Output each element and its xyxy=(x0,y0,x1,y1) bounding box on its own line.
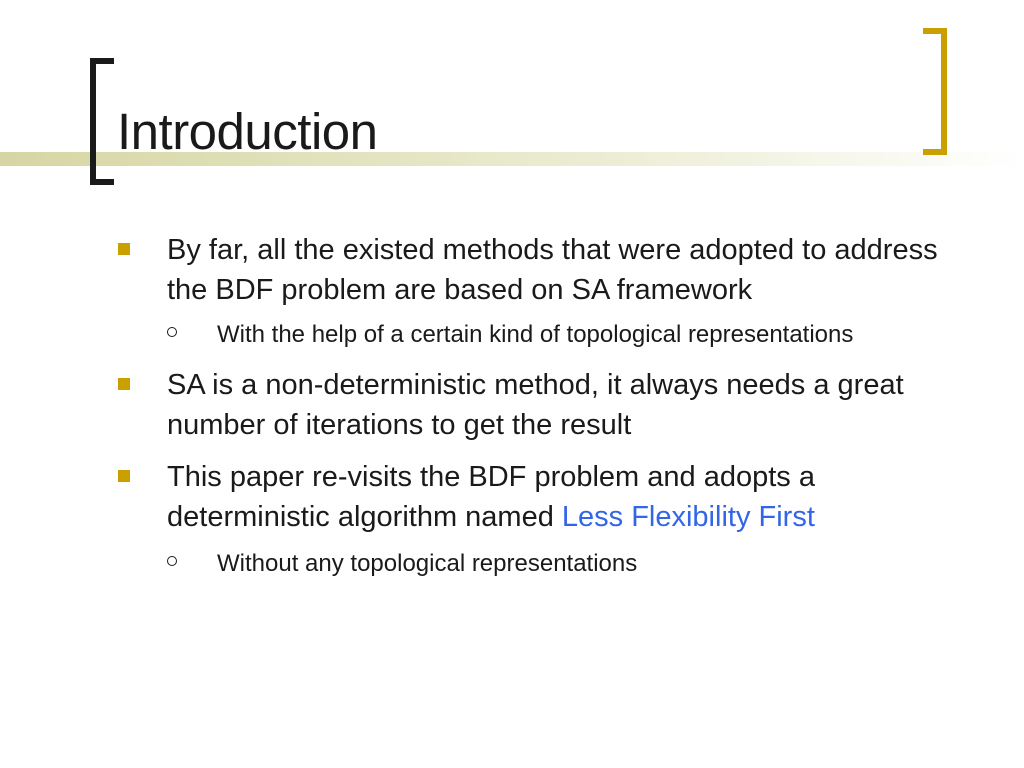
right-bracket-decoration xyxy=(923,28,947,155)
bullet-item xyxy=(0,457,1024,537)
bullet-item xyxy=(0,230,1024,310)
bullet-text xyxy=(167,457,967,537)
highlighted-term: Less Flexibility First xyxy=(561,501,815,533)
square-bullet-icon xyxy=(118,470,130,482)
slide-content xyxy=(0,230,1024,580)
bullet-text: By far, all the existed methods that were adopted to address the BDF problem are based on SA framework xyxy=(167,234,938,306)
sub-bullet-item xyxy=(0,318,1024,351)
slide-title: Introduction xyxy=(117,103,378,160)
hollow-circle-bullet-icon xyxy=(167,556,177,566)
sub-bullet-text: Without any topological representations xyxy=(217,550,638,577)
sub-bullet-text: With the help of a certain kind of topological representations xyxy=(217,321,854,348)
square-bullet-icon xyxy=(118,378,130,390)
bullet-text: SA is a non-deterministic method, it always needs a great number of iterations to get the result xyxy=(167,369,904,441)
left-bracket-decoration xyxy=(90,58,114,185)
sub-bullet-item xyxy=(0,547,1024,580)
bullet-text-plain: This paper re-visits the BDF problem and adopts a deterministic algorithm named xyxy=(167,461,815,533)
square-bullet-icon xyxy=(118,243,130,255)
bullet-item xyxy=(0,365,1024,445)
hollow-circle-bullet-icon xyxy=(167,327,177,337)
